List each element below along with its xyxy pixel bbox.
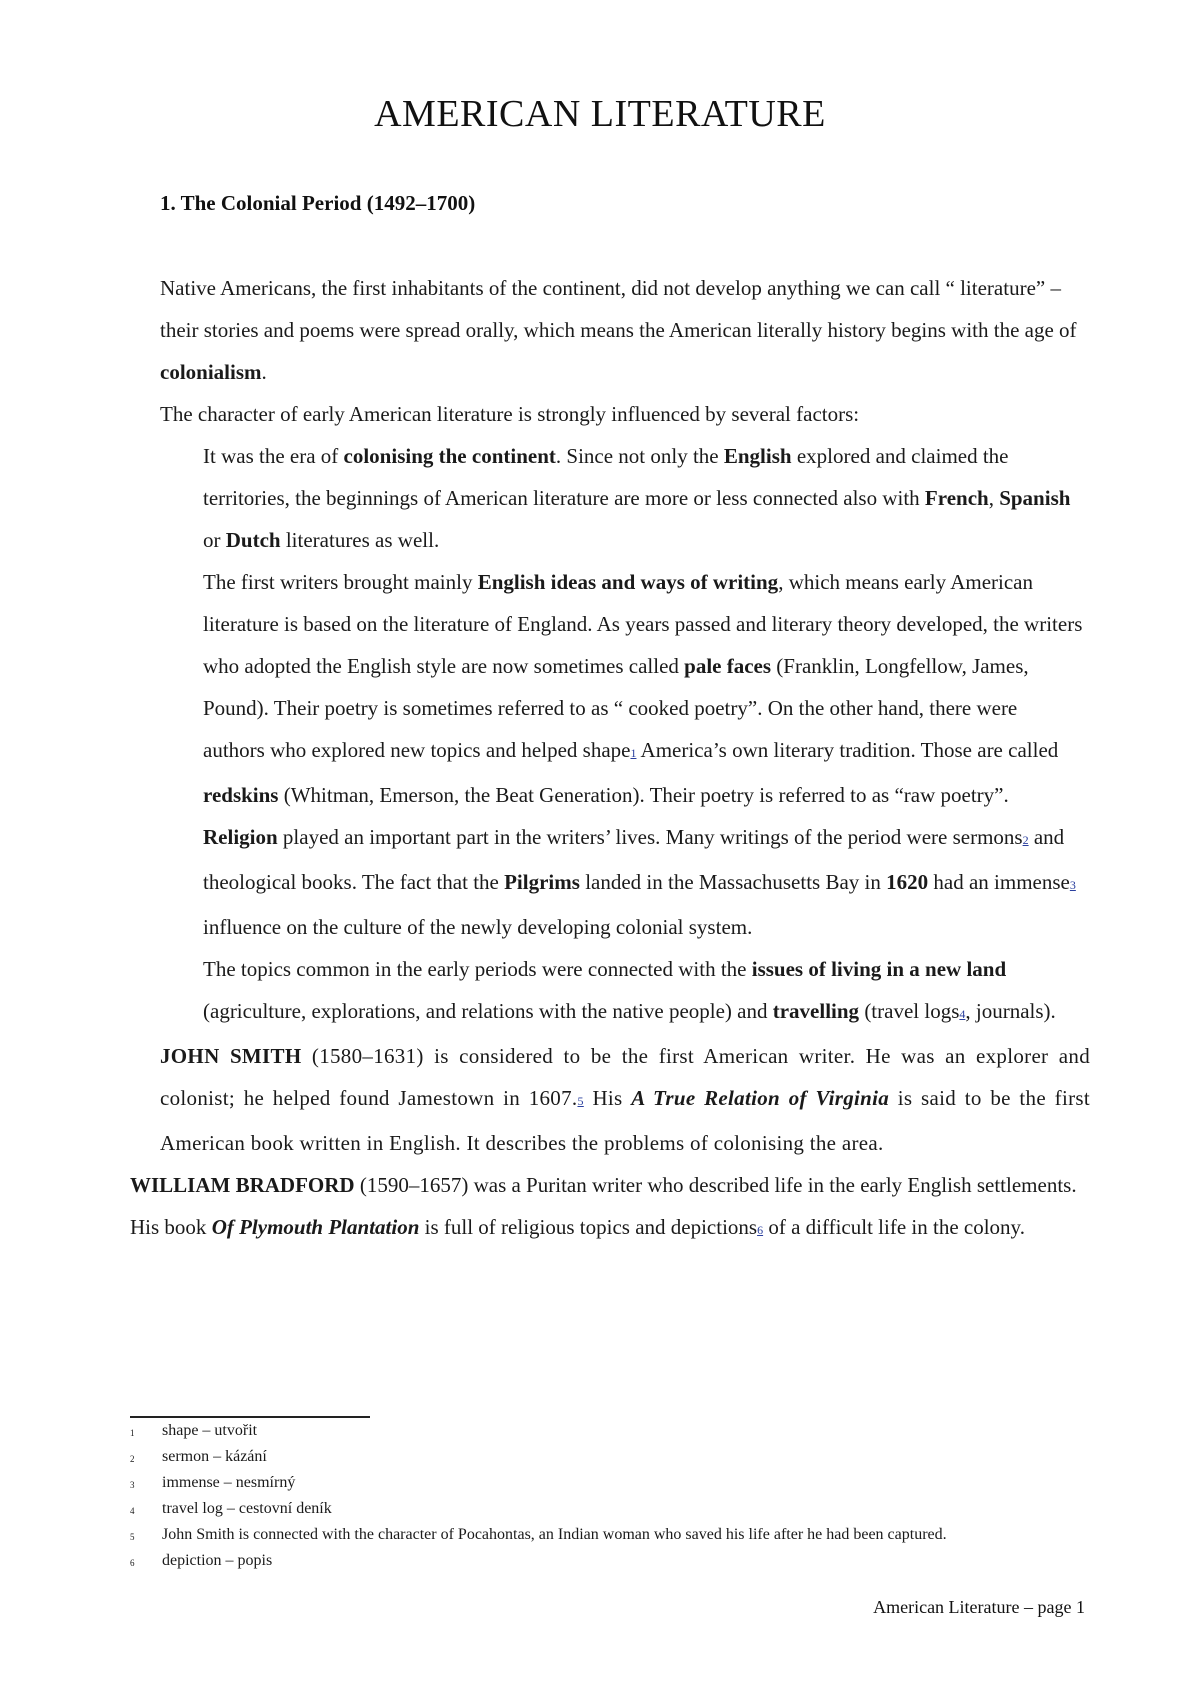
section-heading: 1. The Colonial Period (1492–1700) — [160, 191, 476, 215]
factor-religion: Religion played an important part in the writers’ lives. Many writings of the period were sermons2 and theological books. The fact that the Pilgrims landed in the Massachusetts Bay in 1620 had an immense3 influence on the culture of the newly developing colonial system. — [203, 825, 1076, 939]
factor-colonising: It was the era of colonising the continent. Since not only the English explored and claimed the territories, the beginnings of American literature are more or less connected also with French, Spanish or Dutch literatures as well. — [203, 444, 1071, 552]
footnote-6: 6 depiction – popis — [130, 1552, 273, 1569]
footnote-ref-6[interactable]: 6 — [757, 1223, 764, 1237]
footnote-ref-5[interactable]: 5 — [577, 1094, 584, 1108]
document-body — [130, 267, 1090, 1251]
page-footer: American Literature – page 1 — [873, 1597, 1085, 1617]
footnote-4: 4 travel log – cestovní deník — [130, 1500, 332, 1517]
footnote-5: 5 John Smith is connected with the character of Pocahontas, an Indian woman who saved his life after he had been captured. — [130, 1526, 947, 1543]
footnote-separator — [130, 1416, 370, 1418]
footnote-2: 2 sermon – kázání — [130, 1448, 267, 1465]
author-john-smith: JOHN SMITH (1580–1631) is considered to be the first American writer. He was an explorer and colonist; he helped found Jamestown in 1607.5 His A True Relation of Virginia is said to be the first American book written in English. It describes the problems of colonising the area. — [160, 1044, 1090, 1155]
footnote-ref-2[interactable]: 2 — [1022, 833, 1029, 847]
factor-english-ideas: The first writers brought mainly English ideas and ways of writing, which means early American literature is based on the literature of England. As years passed and literary theory developed, the writers who adopted the English style are now sometimes called pale faces (Franklin, Longfellow, James, Pound). Their poetry is sometimes referred to as “ cooked poetry”. On the other hand, there were authors who explored new topics and helped shape1 America’s own literary tradition. Those are called redskins (Whitman, Emerson, the Beat Generation). Their poetry is referred to as “raw poetry”. — [203, 570, 1083, 807]
footnote-ref-1[interactable]: 1 — [630, 746, 637, 760]
footnotes — [130, 1419, 1050, 1575]
author-william-bradford: WILLIAM BRADFORD (1590–1657) was a Puritan writer who described life in the early English settlements. His book Of Plymouth Plantation is full of religious topics and depictions6 of a difficult life in the colony. — [130, 1173, 1077, 1239]
footnote-ref-4[interactable]: 4 — [959, 1007, 966, 1021]
factors-intro: The character of early American literature is strongly influenced by several factors: — [160, 402, 860, 426]
factor-topics: The topics common in the early periods were connected with the issues of living in a new land (agriculture, explorations, and relations with the native people) and travelling (travel logs4, journals). — [203, 957, 1056, 1023]
footnote-ref-3[interactable]: 3 — [1069, 878, 1076, 892]
document-title: AMERICAN LITERATURE — [374, 93, 826, 135]
footnote-1: 1 shape – utvořit — [130, 1422, 258, 1439]
intro-paragraph: Native Americans, the first inhabitants of the continent, did not develop anything we can call “ literature” – their stories and poems were spread orally, which means the American literally history begins with the age of colonialism. — [160, 276, 1077, 384]
footnote-3: 3 immense – nesmírný — [130, 1474, 296, 1491]
